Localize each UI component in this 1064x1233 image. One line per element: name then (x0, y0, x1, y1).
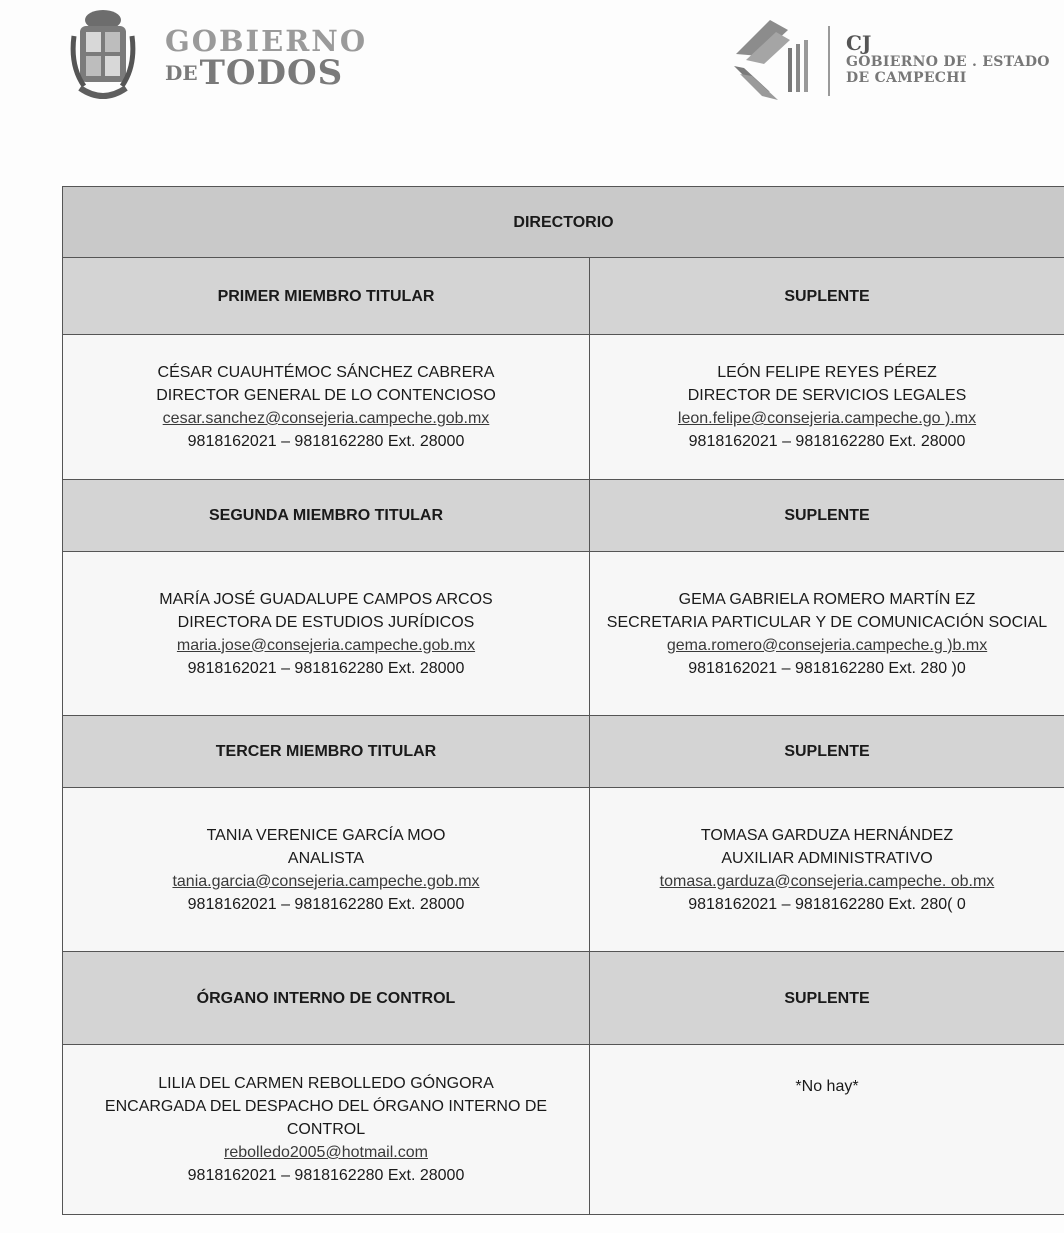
suplente-name: LEÓN FELIPE REYES PÉREZ (717, 364, 937, 381)
suplente-info (590, 335, 1064, 480)
titular-position: ANALISTA (287, 849, 365, 867)
suplente-phone: 9818162021 – 9818162280 Ext. 280 )0 (688, 659, 966, 677)
suplente-position: DIRECTOR DE SERVICIOS LEGALES (687, 387, 967, 404)
suplente-position: SECRETARIA PARTICULAR Y DE COMUNICACIÓN SOCIAL (606, 613, 1048, 631)
titular-position-cont: CONTROL (286, 1121, 366, 1138)
suplente-email-link[interactable]: gema.romero@consejeria.campeche.g )b.mx (666, 636, 988, 654)
titular-phone: 9818162021 – 9818162280 Ext. 28000 (187, 1167, 465, 1184)
titular-position: DIRECTORA DE ESTUDIOS JURÍDICOS (177, 613, 475, 631)
titular-info (63, 788, 590, 952)
titular-info (63, 552, 590, 716)
titular-info (63, 1045, 590, 1215)
info-row-4 (63, 1045, 1064, 1215)
titular-name: CÉSAR CUAUHTÉMOC SÁNCHEZ CABRERA (157, 364, 495, 381)
titular-name: MARÍA JOSÉ GUADALUPE CAMPOS ARCOS (159, 590, 493, 608)
cj-line-1: GOBIERNO DE . ESTADO (846, 54, 1050, 70)
document-header (0, 0, 1064, 130)
suplente-position: AUXILIAR ADMINISTRATIVO (721, 849, 933, 867)
role-row-4 (63, 952, 1064, 1045)
suplente-info (590, 552, 1064, 716)
logo-line-de-todos (165, 53, 367, 93)
cj-logo-text (846, 32, 1050, 86)
titular-phone: 9818162021 – 9818162280 Ext. 28000 (187, 433, 465, 450)
logo-de: DE (165, 61, 198, 85)
suplente-role: SUPLENTE (590, 716, 1064, 788)
suplente-phone: 9818162021 – 9818162280 Ext. 280( 0 (688, 895, 966, 913)
titular-email-link[interactable]: rebolledo2005@hotmail.com (224, 1144, 428, 1161)
titular-position: ENCARGADA DEL DESPACHO DEL ÓRGANO INTERNO DE (104, 1098, 548, 1115)
titular-email-link[interactable]: tania.garcia@consejeria.campeche.gob.mx (172, 872, 480, 890)
cj-abbreviation: CJ (846, 31, 872, 55)
suplente-none-note: *No hay* (795, 1078, 859, 1095)
directory-title: DIRECTORIO (63, 187, 1064, 258)
suplente-name: GEMA GABRIELA ROMERO MARTÍN EZ (678, 590, 976, 608)
logo-todos: TODOS (199, 53, 344, 93)
info-row-2 (63, 552, 1064, 716)
titular-info (63, 335, 590, 480)
cj-line-2: DE CAMPECHI (846, 70, 967, 86)
suplente-info (590, 788, 1064, 952)
titular-role: SEGUNDA MIEMBRO TITULAR (63, 480, 590, 552)
directory-title-row (63, 187, 1064, 258)
suplente-email-link[interactable]: tomasa.garduza@consejeria.campeche. ob.mx (659, 872, 995, 890)
campeche-seal-icon (70, 6, 136, 104)
titular-name: LILIA DEL CARMEN REBOLLEDO GÓNGORA (158, 1075, 494, 1092)
logo-line-gobierno: GOBIERNO (165, 24, 368, 58)
titular-position: DIRECTOR GENERAL DE LO CONTENCIOSO (156, 387, 496, 404)
gobierno-de-todos-logo (165, 24, 368, 93)
titular-role: PRIMER MIEMBRO TITULAR (63, 258, 590, 335)
suplente-name: TOMASA GARDUZA HERNÁNDEZ (700, 826, 954, 844)
suplente-info (590, 1045, 1064, 1215)
logo-separator (828, 26, 830, 96)
role-row-1 (63, 258, 1064, 335)
suplente-role: SUPLENTE (590, 952, 1064, 1045)
titular-name: TANIA VERENICE GARCÍA MOO (206, 826, 446, 844)
titular-email-link[interactable]: maria.jose@consejeria.campeche.gob.mx (176, 636, 476, 654)
info-row-1 (63, 335, 1064, 480)
suplente-phone: 9818162021 – 9818162280 Ext. 28000 (688, 433, 966, 450)
suplente-role: SUPLENTE (590, 480, 1064, 552)
suplente-email-link[interactable]: leon.felipe@consejeria.campeche.go ).mx (677, 410, 977, 427)
titular-phone: 9818162021 – 9818162280 Ext. 28000 (187, 659, 465, 677)
info-row-3 (63, 788, 1064, 952)
titular-role: ÓRGANO INTERNO DE CONTROL (63, 952, 590, 1045)
suplente-role: SUPLENTE (590, 258, 1064, 335)
titular-role: TERCER MIEMBRO TITULAR (63, 716, 590, 788)
role-row-2 (63, 480, 1064, 552)
cj-emblem-icon (730, 14, 812, 104)
directory-table (62, 186, 1064, 1215)
role-row-3 (63, 716, 1064, 788)
titular-phone: 9818162021 – 9818162280 Ext. 28000 (187, 895, 465, 913)
titular-email-link[interactable]: cesar.sanchez@consejeria.campeche.gob.mx (162, 410, 490, 427)
